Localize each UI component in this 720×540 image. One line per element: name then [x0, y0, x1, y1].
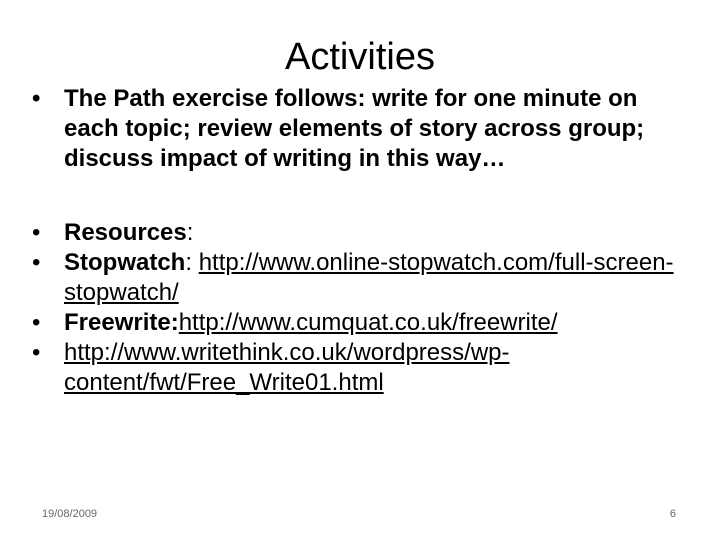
bullet-icon: • [32, 85, 41, 112]
bullet-item-path-exercise [28, 84, 688, 174]
bullet-item-writethink [28, 338, 688, 398]
resources-colon: : [186, 219, 194, 246]
slide-title: Activities [285, 36, 435, 78]
stopwatch-colon: : [185, 249, 199, 276]
bullet-item-freewrite [28, 308, 688, 338]
bullet-icon: • [32, 249, 41, 276]
bullet-list [28, 84, 688, 398]
bullet-text: The Path exercise follows: write for one minute on each topic; review elements of story across group; discuss impact of writing in this way… [64, 85, 645, 172]
writethink-link[interactable]: http://www.writethink.co.uk/wordpress/wp-content/fwt/Free_Write01.html [64, 339, 510, 396]
page-number: 6 [669, 508, 676, 520]
stopwatch-label: Stopwatch [64, 249, 186, 276]
bullet-icon: • [32, 219, 41, 246]
bullet-item-stopwatch [28, 248, 688, 308]
bullet-icon: • [32, 309, 41, 336]
footer-date: 19/08/2009 [42, 508, 98, 520]
stopwatch-link[interactable]: http://www.online-stopwatch.com/full-screen-stopwatch/ [64, 249, 674, 306]
freewrite-link[interactable]: http://www.cumquat.co.uk/freewrite/ [178, 309, 558, 336]
spacer [28, 174, 688, 218]
bullet-item-resources [28, 218, 688, 248]
bullet-icon: • [32, 339, 41, 366]
freewrite-label: Freewrite: [64, 309, 179, 336]
resources-label: Resources [64, 219, 187, 246]
